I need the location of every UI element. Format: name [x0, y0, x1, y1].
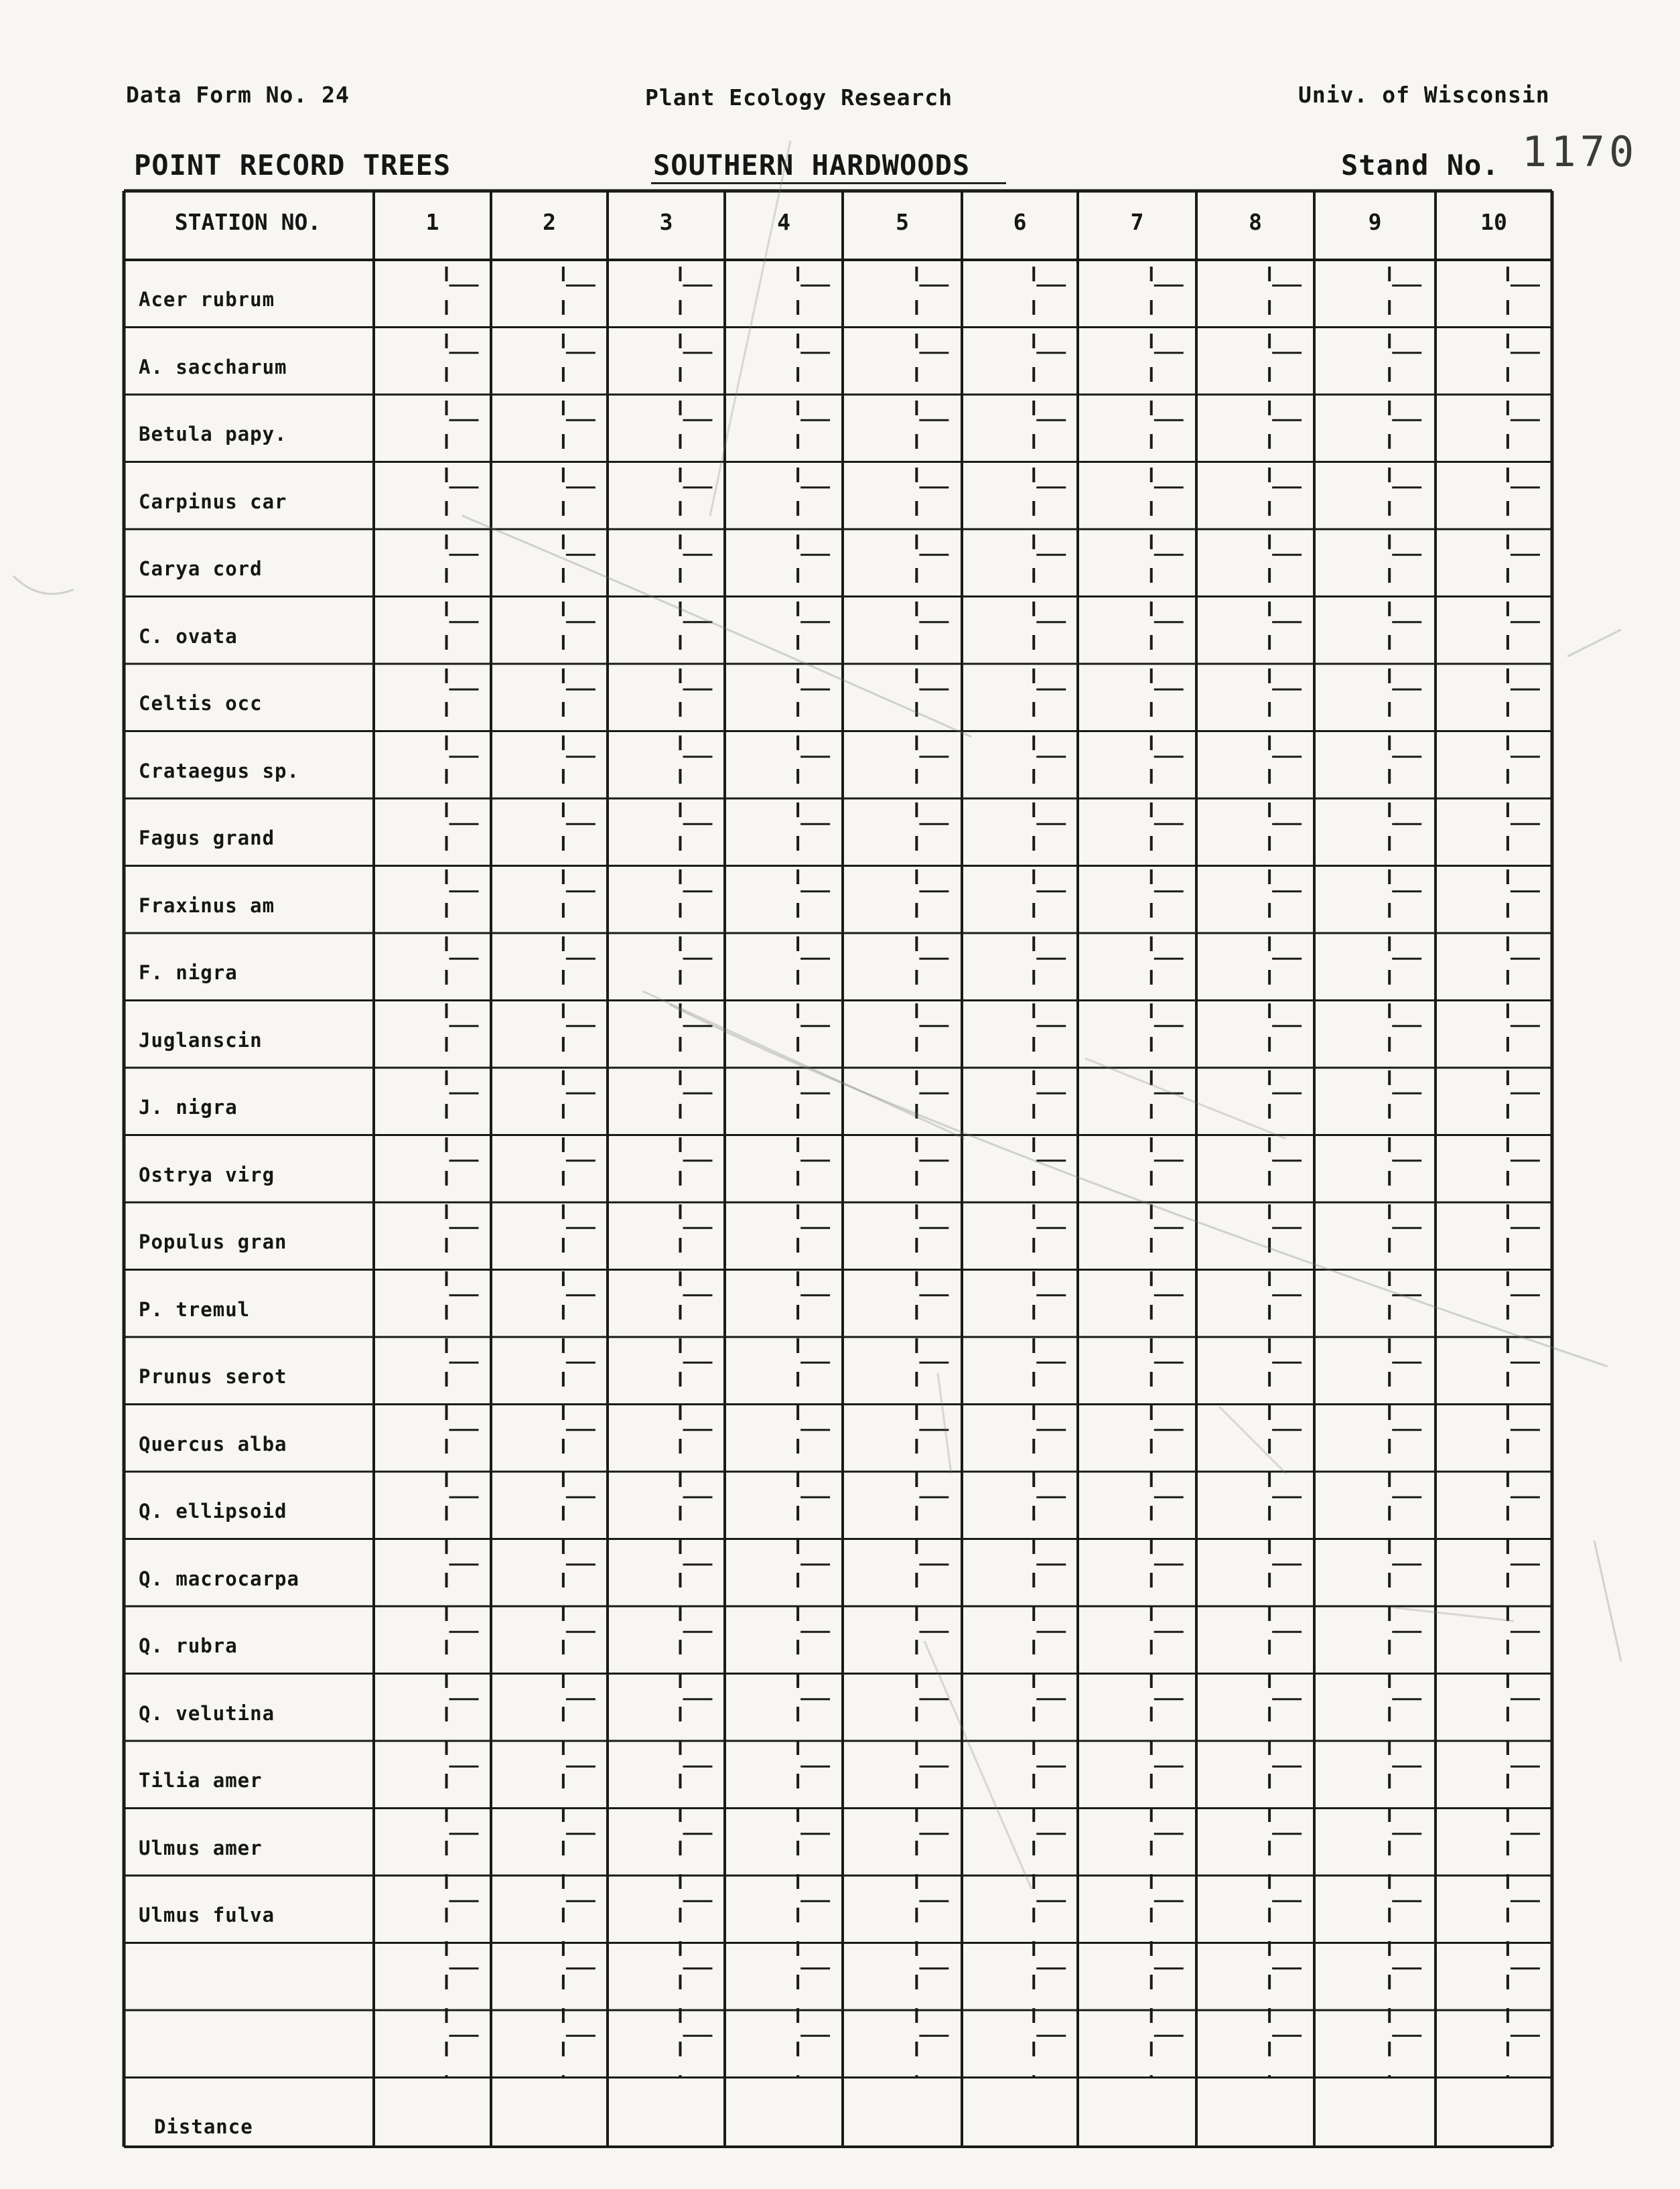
species-label: Betula papy. [139, 423, 287, 445]
species-label: Ulmus amer [139, 1836, 263, 1859]
station-number: 6 [1013, 209, 1027, 235]
university-name: Univ. of Wisconsin [1298, 82, 1550, 108]
species-label: J. nigra [139, 1096, 238, 1119]
stand-number-handwritten: 1170 [1522, 127, 1638, 176]
station-number: 9 [1368, 209, 1382, 235]
form-title: POINT RECORD TREES [134, 149, 451, 182]
station-number: 2 [543, 209, 556, 235]
station-number: 3 [659, 209, 673, 235]
species-label: P. tremul [139, 1297, 251, 1321]
species-label: Populus gran [139, 1230, 287, 1253]
species-label: Acer rubrum [139, 288, 275, 311]
station-header: STATION NO. [174, 209, 322, 235]
species-label: Q. ellipsoid [139, 1500, 287, 1523]
species-label: Prunus serot [139, 1365, 287, 1388]
distance-label: Distance [154, 2115, 253, 2138]
species-label: Ulmus fulva [139, 1904, 275, 1926]
species-label: Juglanscin [139, 1028, 263, 1052]
institution-name: Plant Ecology Research [645, 84, 953, 111]
species-label: Q. velutina [139, 1701, 275, 1725]
station-number: 7 [1130, 209, 1144, 235]
form-number: Data Form No. 24 [126, 82, 350, 108]
species-label: Carya cord [139, 557, 263, 580]
station-number: 4 [777, 209, 790, 235]
species-label: Crataegus sp. [139, 759, 299, 782]
station-number: 10 [1480, 209, 1507, 235]
species-label: Fraxinus am [139, 894, 275, 917]
station-number: 1 [425, 209, 439, 235]
species-label: Q. rubra [139, 1634, 238, 1657]
species-label: Ostrya virg [139, 1163, 275, 1186]
species-label: Celtis occ [139, 692, 263, 715]
species-label: F. nigra [139, 961, 238, 984]
species-label: Quercus alba [139, 1432, 287, 1456]
station-number: 5 [896, 209, 909, 235]
stand-label: Stand No. [1341, 149, 1500, 182]
species-label: Tilia amer [139, 1769, 263, 1792]
species-label: Fagus grand [139, 827, 275, 849]
species-label: C. ovata [139, 624, 238, 648]
species-label: Q. macrocarpa [139, 1567, 299, 1590]
species-label: A. saccharum [139, 355, 287, 378]
forest-type: SOUTHERN HARDWOODS [653, 149, 971, 182]
species-label: Carpinus car [139, 490, 287, 513]
station-number: 8 [1249, 209, 1262, 235]
